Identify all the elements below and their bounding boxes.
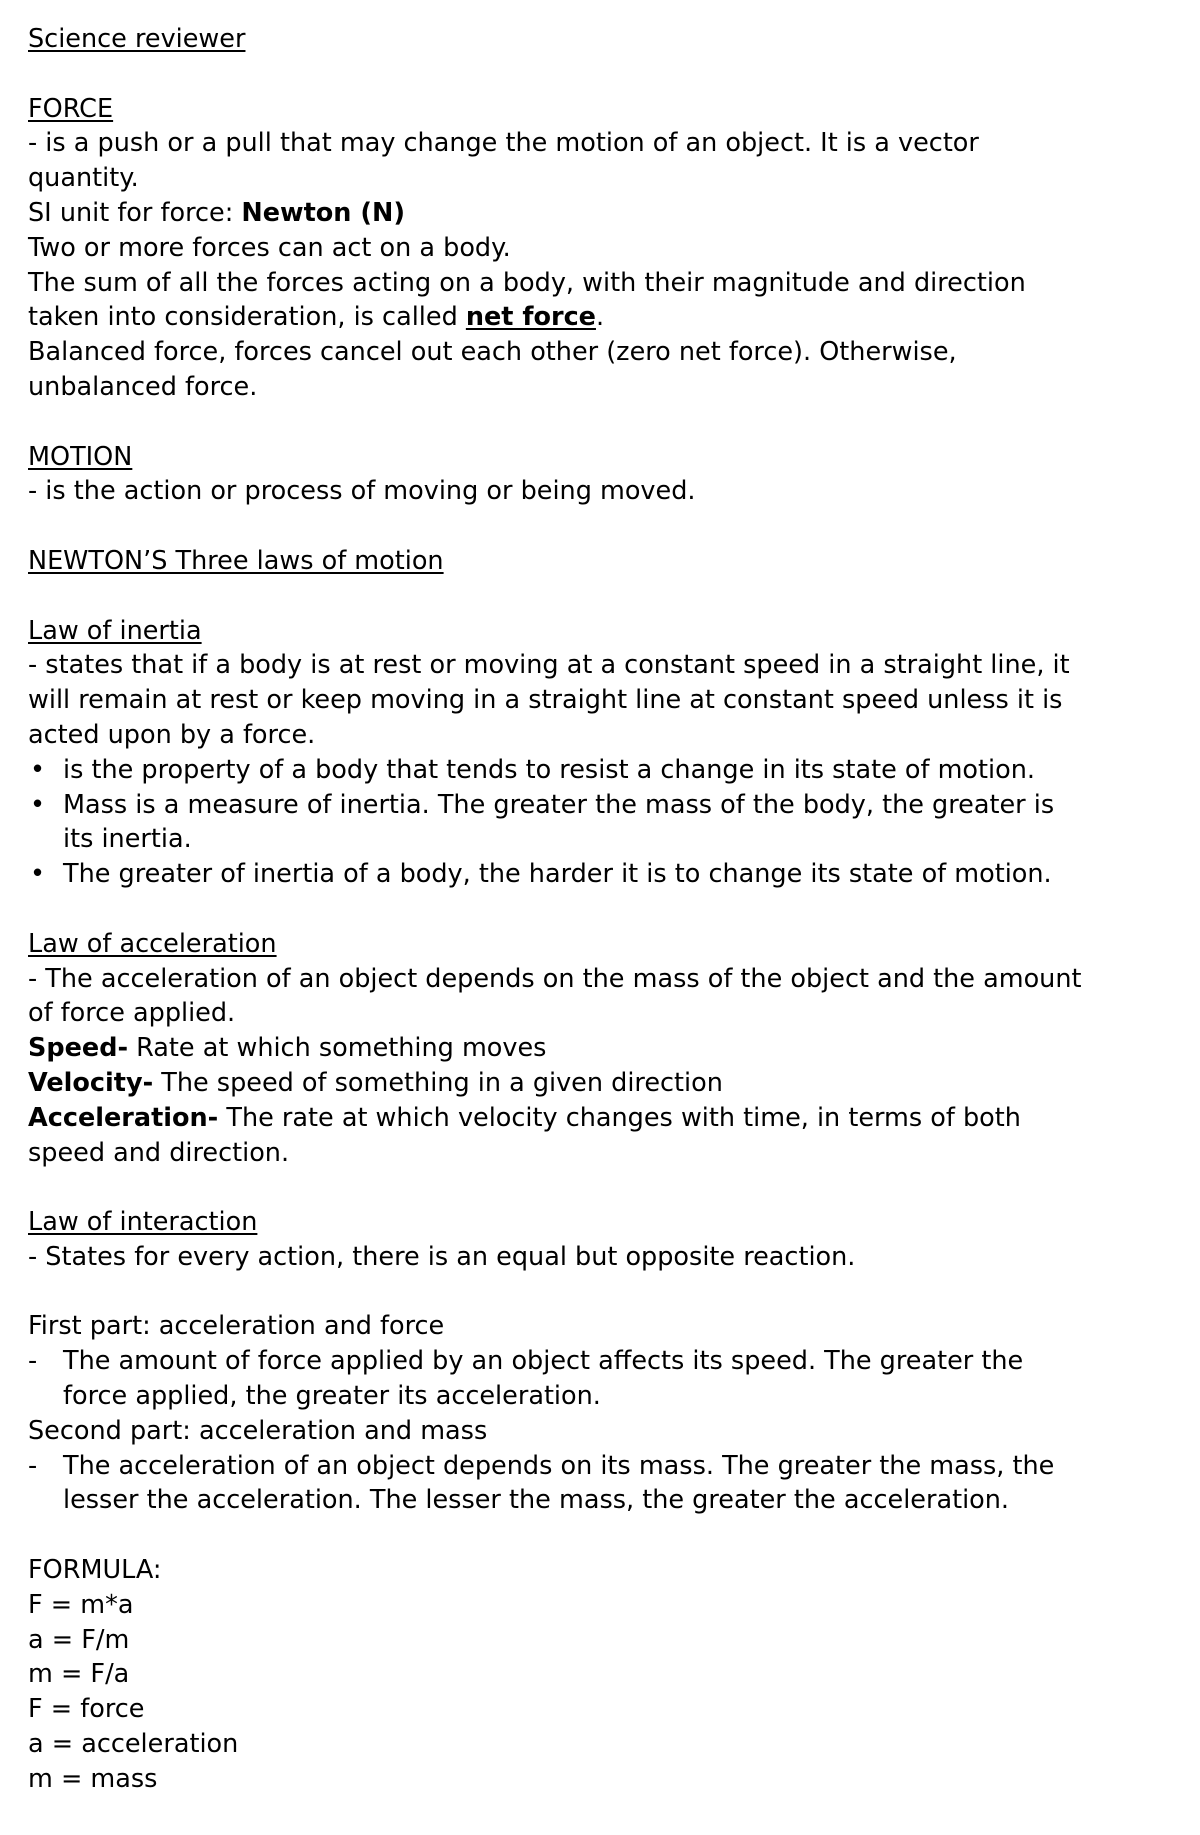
speed-definition <box>28 1031 1178 1066</box>
acceleration-term-definition-line-2: speed and direction. <box>28 1137 290 1168</box>
force-definition-line-1: - is a push or a pull that may change the motion of an object. It is a vector <box>28 128 979 159</box>
spacer <box>28 1518 1178 1553</box>
spacer <box>28 405 1178 440</box>
si-unit-value: Newton (N) <box>241 197 405 228</box>
formula-acceleration: a = F/m <box>28 1624 130 1655</box>
bullet-marker: • <box>30 789 46 820</box>
inertia-bullet-3 <box>28 857 1178 892</box>
dash-marker: - <box>28 1346 38 1377</box>
acceleration-term: Acceleration- <box>28 1102 219 1133</box>
net-force-term: net force <box>465 302 596 333</box>
item-line-2: force applied, the greater its acceleration. <box>63 1381 601 1412</box>
acceleration-definition-line-1: - The acceleration of an object depends on the mass of the object and the amount <box>28 963 1082 994</box>
newton-laws-heading: NEWTON’S Three laws of motion <box>28 545 444 576</box>
acceleration-definition-line-2: of force applied. <box>28 998 236 1029</box>
spacer <box>28 509 1178 544</box>
velocity-definition <box>28 1066 1178 1101</box>
formula-force: F = m*a <box>28 1589 134 1620</box>
formula-mass: m = F/a <box>28 1659 130 1690</box>
item-line-1: The acceleration of an object depends on its mass. The greater the mass, the <box>63 1450 1055 1481</box>
first-part-heading: First part: acceleration and force <box>28 1311 445 1342</box>
inertia-definition-line-1: - states that if a body is at rest or moving at a constant speed in a straight line, it <box>28 650 1070 681</box>
two-forces-line: Two or more forces can act on a body. <box>28 232 511 263</box>
velocity-term: Velocity- <box>28 1067 154 1098</box>
inertia-bullet-1 <box>28 753 1178 788</box>
net-force-prefix: taken into consideration, is called <box>28 302 466 333</box>
acceleration-term-definition <box>28 1101 1178 1136</box>
bullet-text: The greater of inertia of a body, the harder it is to change its state of motion. <box>63 859 1052 890</box>
bullet-marker: • <box>30 754 46 785</box>
spacer <box>28 1275 1178 1310</box>
document-page <box>28 22 1178 1797</box>
legend-force: F = force <box>28 1694 145 1725</box>
velocity-text: The speed of something in a given direction <box>153 1067 723 1098</box>
bullet-text-line-1: Mass is a measure of inertia. The greater the mass of the body, the greater is <box>63 789 1055 820</box>
legend-acceleration: a = acceleration <box>28 1729 239 1760</box>
si-unit-line <box>28 196 1178 231</box>
formula-heading: FORMULA: <box>28 1555 162 1586</box>
speed-text: Rate at which something moves <box>128 1033 547 1064</box>
bullet-text-line-2: its inertia. <box>63 824 192 855</box>
law-of-interaction-heading: Law of interaction <box>28 1207 258 1238</box>
interaction-definition: - States for every action, there is an equal but opposite reaction. <box>28 1241 856 1272</box>
dash-marker: - <box>28 1450 38 1481</box>
law-of-acceleration-heading: Law of acceleration <box>28 928 277 959</box>
force-definition-line-2: quantity. <box>28 163 139 194</box>
acceleration-text: The rate at which velocity changes with time, in terms of both <box>218 1102 1021 1133</box>
speed-term: Speed- <box>28 1033 129 1064</box>
second-part-heading: Second part: acceleration and mass <box>28 1415 488 1446</box>
balanced-force-line-1: Balanced force, forces cancel out each other (zero net force). Otherwise, <box>28 337 957 368</box>
net-force-suffix: . <box>595 302 605 333</box>
inertia-definition-line-2: will remain at rest or keep moving in a straight line at constant speed unless it is <box>28 685 1063 716</box>
document-title: Science reviewer <box>28 24 246 54</box>
motion-definition: - is the action or process of moving or being moved. <box>28 476 696 507</box>
bullet-marker: • <box>30 859 46 890</box>
motion-heading: MOTION <box>28 441 133 472</box>
item-line-1: The amount of force applied by an object affects its speed. The greater the <box>63 1346 1024 1377</box>
balanced-force-line-2: unbalanced force. <box>28 371 258 402</box>
spacer <box>28 892 1178 927</box>
second-part-item <box>28 1449 1178 1519</box>
force-heading: FORCE <box>28 93 114 124</box>
legend-mass: m = mass <box>28 1763 158 1794</box>
spacer <box>28 579 1178 614</box>
first-part-item <box>28 1344 1178 1414</box>
net-force-line-2 <box>28 300 1178 335</box>
spacer <box>28 1170 1178 1205</box>
spacer <box>28 57 1178 92</box>
si-unit-label: SI unit for force: <box>28 197 242 228</box>
law-of-inertia-heading: Law of inertia <box>28 615 202 646</box>
net-force-line-1: The sum of all the forces acting on a body, with their magnitude and direction <box>28 267 1026 298</box>
item-line-2: lesser the acceleration. The lesser the mass, the greater the acceleration. <box>63 1485 1010 1516</box>
inertia-bullet-2 <box>28 788 1178 858</box>
inertia-definition-line-3: acted upon by a force. <box>28 719 316 750</box>
bullet-text: is the property of a body that tends to resist a change in its state of motion. <box>63 754 1035 785</box>
